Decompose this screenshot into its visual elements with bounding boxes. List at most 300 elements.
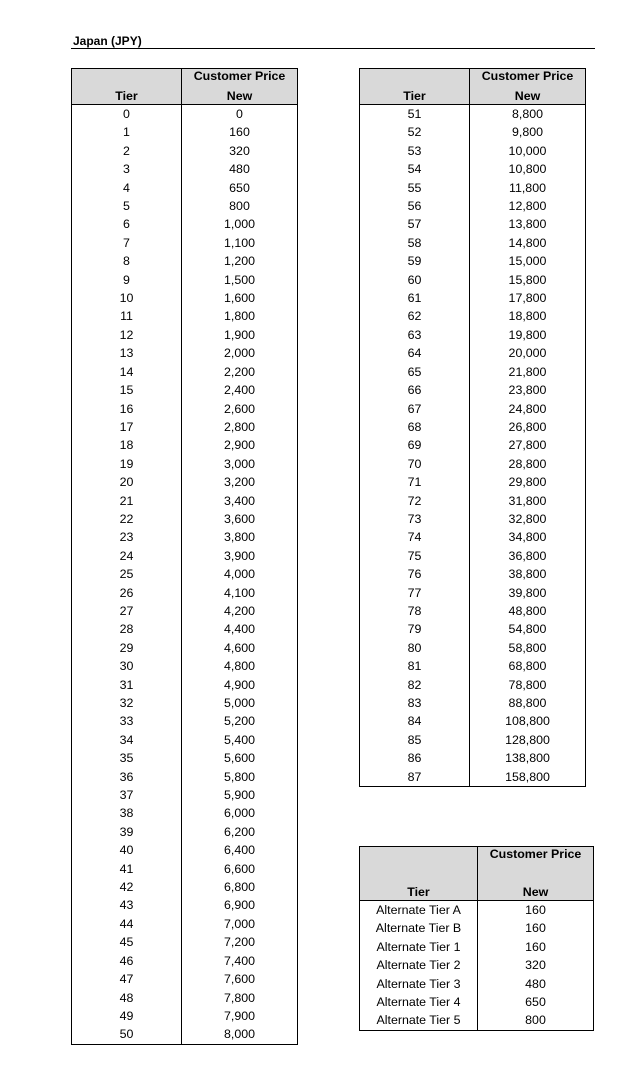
table-row xyxy=(72,326,298,344)
tier-cell: 19 xyxy=(72,455,182,473)
tier-cell: 21 xyxy=(72,492,182,510)
table-row xyxy=(72,528,298,546)
price-cell: 9,800 xyxy=(470,123,586,141)
price-cell: 2,200 xyxy=(182,363,298,381)
tier-cell: 43 xyxy=(72,896,182,914)
tier-cell: 51 xyxy=(360,105,470,124)
price-cell: 0 xyxy=(182,105,298,124)
table-row xyxy=(360,326,586,344)
price-cell: 8,800 xyxy=(470,105,586,124)
price-cell: 5,800 xyxy=(182,768,298,786)
price-cell: 78,800 xyxy=(470,676,586,694)
tier-cell: 39 xyxy=(72,823,182,841)
table-row xyxy=(72,749,298,767)
table-row xyxy=(72,197,298,215)
table-row xyxy=(360,455,586,473)
price-cell: 6,900 xyxy=(182,896,298,914)
header-tier: Tier xyxy=(360,87,470,105)
tier-cell: 9 xyxy=(72,271,182,289)
table-row xyxy=(360,492,586,510)
table-row xyxy=(72,768,298,786)
tier-cell: 31 xyxy=(72,676,182,694)
price-cell: 4,400 xyxy=(182,620,298,638)
table-row xyxy=(360,234,586,252)
tier-cell: 62 xyxy=(360,307,470,325)
tier-cell: 87 xyxy=(360,768,470,787)
table-row xyxy=(72,344,298,362)
header-cell-blank xyxy=(360,847,478,884)
table-row xyxy=(360,547,586,565)
price-cell: 6,800 xyxy=(182,878,298,896)
tier-cell: 45 xyxy=(72,933,182,951)
price-cell: 4,600 xyxy=(182,639,298,657)
tier-cell: 40 xyxy=(72,841,182,859)
alternate-tier-table xyxy=(359,846,594,1031)
price-cell: 6,200 xyxy=(182,823,298,841)
tier-cell: 8 xyxy=(72,252,182,270)
price-cell: 39,800 xyxy=(470,584,586,602)
price-cell: 1,100 xyxy=(182,234,298,252)
tier-cell: 25 xyxy=(72,565,182,583)
price-cell: 3,400 xyxy=(182,492,298,510)
price-cell: 5,600 xyxy=(182,749,298,767)
tier-cell: 32 xyxy=(72,694,182,712)
tier-cell: 66 xyxy=(360,381,470,399)
tier-cell: 80 xyxy=(360,639,470,657)
table-row xyxy=(72,620,298,638)
table-row xyxy=(72,400,298,418)
table-row xyxy=(72,639,298,657)
table-row xyxy=(72,363,298,381)
price-cell: 800 xyxy=(182,197,298,215)
tier-cell: 59 xyxy=(360,252,470,270)
price-cell: 3,800 xyxy=(182,528,298,546)
price-cell: 28,800 xyxy=(470,455,586,473)
tier-cell: 63 xyxy=(360,326,470,344)
table-row xyxy=(72,712,298,730)
tier-cell: 44 xyxy=(72,915,182,933)
tier-cell: 12 xyxy=(72,326,182,344)
table-row xyxy=(72,731,298,749)
price-cell: 34,800 xyxy=(470,528,586,546)
table-row xyxy=(72,1007,298,1025)
tier-cell: 7 xyxy=(72,234,182,252)
tier-cell: 71 xyxy=(360,473,470,491)
price-cell: 15,000 xyxy=(470,252,586,270)
price-cell: 19,800 xyxy=(470,326,586,344)
table-row xyxy=(72,436,298,454)
price-cell: 36,800 xyxy=(470,547,586,565)
price-cell: 11,800 xyxy=(470,179,586,197)
table-row xyxy=(72,473,298,491)
price-cell: 2,600 xyxy=(182,400,298,418)
tier-cell: 27 xyxy=(72,602,182,620)
tier-cell: 23 xyxy=(72,528,182,546)
table-row xyxy=(72,1025,298,1044)
table-row xyxy=(360,400,586,418)
tier-cell: 86 xyxy=(360,749,470,767)
table-row xyxy=(360,510,586,528)
table-row xyxy=(360,179,586,197)
tier-cell: 41 xyxy=(72,860,182,878)
table-row xyxy=(72,381,298,399)
price-cell: 38,800 xyxy=(470,565,586,583)
price-cell: 7,000 xyxy=(182,915,298,933)
header-cell-blank xyxy=(72,69,182,88)
tier-cell: 57 xyxy=(360,215,470,233)
price-cell: 108,800 xyxy=(470,712,586,730)
table-row xyxy=(72,989,298,1007)
price-cell: 27,800 xyxy=(470,436,586,454)
header-new: New xyxy=(478,883,594,901)
tier-cell: 33 xyxy=(72,712,182,730)
table-row xyxy=(360,657,586,675)
tier-cell: 81 xyxy=(360,657,470,675)
table-row xyxy=(360,418,586,436)
tier-cell: 54 xyxy=(360,160,470,178)
table-row xyxy=(72,584,298,602)
price-cell: 10,000 xyxy=(470,142,586,160)
tier-cell: 78 xyxy=(360,602,470,620)
price-cell: 68,800 xyxy=(470,657,586,675)
price-cell: 17,800 xyxy=(470,289,586,307)
price-cell: 480 xyxy=(478,975,594,993)
price-cell: 20,000 xyxy=(470,344,586,362)
price-cell: 5,400 xyxy=(182,731,298,749)
table-row xyxy=(72,896,298,914)
table-row xyxy=(72,952,298,970)
header-customer-price: Customer Price xyxy=(470,69,586,88)
header-tier: Tier xyxy=(360,883,478,901)
tier-cell: 46 xyxy=(72,952,182,970)
price-cell: 26,800 xyxy=(470,418,586,436)
tier-cell: 29 xyxy=(72,639,182,657)
table-row xyxy=(360,123,586,141)
tier-cell: Alternate Tier 2 xyxy=(360,956,478,974)
header-new: New xyxy=(182,87,298,105)
tier-cell: 37 xyxy=(72,786,182,804)
price-cell: 7,900 xyxy=(182,1007,298,1025)
tier-cell: Alternate Tier 3 xyxy=(360,975,478,993)
table-row xyxy=(360,142,586,160)
table-row xyxy=(360,620,586,638)
price-cell: 58,800 xyxy=(470,639,586,657)
price-cell: 160 xyxy=(478,901,594,920)
tier-cell: 67 xyxy=(360,400,470,418)
table-row xyxy=(72,676,298,694)
price-cell: 160 xyxy=(478,919,594,937)
price-cell: 1,000 xyxy=(182,215,298,233)
table-row xyxy=(360,528,586,546)
tier-cell: 83 xyxy=(360,694,470,712)
price-table-right xyxy=(359,68,586,787)
tier-cell: 49 xyxy=(72,1007,182,1025)
price-cell: 1,200 xyxy=(182,252,298,270)
price-cell: 3,200 xyxy=(182,473,298,491)
table-row xyxy=(360,712,586,730)
tier-cell: 20 xyxy=(72,473,182,491)
price-cell: 160 xyxy=(478,938,594,956)
table-row xyxy=(360,215,586,233)
tier-cell: 14 xyxy=(72,363,182,381)
table-row xyxy=(72,841,298,859)
tier-cell: 2 xyxy=(72,142,182,160)
tier-cell: 15 xyxy=(72,381,182,399)
tier-cell: 34 xyxy=(72,731,182,749)
table-row xyxy=(360,197,586,215)
table-row xyxy=(360,694,586,712)
table-row xyxy=(360,749,586,767)
table-row xyxy=(360,381,586,399)
table-row xyxy=(72,492,298,510)
tier-cell: 82 xyxy=(360,676,470,694)
price-cell: 31,800 xyxy=(470,492,586,510)
price-cell: 5,000 xyxy=(182,694,298,712)
price-cell: 6,000 xyxy=(182,804,298,822)
table-row xyxy=(360,307,586,325)
price-cell: 3,600 xyxy=(182,510,298,528)
table-row xyxy=(72,860,298,878)
tier-cell: 77 xyxy=(360,584,470,602)
tier-cell: 10 xyxy=(72,289,182,307)
table-row xyxy=(72,234,298,252)
price-cell: 3,900 xyxy=(182,547,298,565)
table-row xyxy=(360,731,586,749)
table-row xyxy=(72,565,298,583)
table-row xyxy=(360,975,594,993)
tier-cell: 24 xyxy=(72,547,182,565)
tier-cell: 30 xyxy=(72,657,182,675)
price-cell: 5,200 xyxy=(182,712,298,730)
table-row xyxy=(360,105,586,124)
table-row xyxy=(360,901,594,920)
page-title: Japan (JPY) xyxy=(73,34,142,48)
price-cell: 4,100 xyxy=(182,584,298,602)
price-cell: 1,900 xyxy=(182,326,298,344)
price-cell: 32,800 xyxy=(470,510,586,528)
price-cell: 4,000 xyxy=(182,565,298,583)
price-cell: 88,800 xyxy=(470,694,586,712)
price-cell: 18,800 xyxy=(470,307,586,325)
table-row xyxy=(360,252,586,270)
price-cell: 7,800 xyxy=(182,989,298,1007)
price-cell: 4,800 xyxy=(182,657,298,675)
table-row xyxy=(72,142,298,160)
price-cell: 800 xyxy=(478,1011,594,1030)
table-row xyxy=(72,878,298,896)
price-cell: 48,800 xyxy=(470,602,586,620)
tier-cell: 65 xyxy=(360,363,470,381)
header-customer-price: Customer Price xyxy=(182,69,298,88)
price-cell: 2,800 xyxy=(182,418,298,436)
price-cell: 1,800 xyxy=(182,307,298,325)
table-row xyxy=(360,993,594,1011)
header-cell-blank xyxy=(360,69,470,88)
price-cell: 1,500 xyxy=(182,271,298,289)
table-row xyxy=(72,160,298,178)
table-row xyxy=(72,252,298,270)
tier-cell: 13 xyxy=(72,344,182,362)
table-row xyxy=(360,584,586,602)
tier-cell: 17 xyxy=(72,418,182,436)
tier-cell: 52 xyxy=(360,123,470,141)
price-cell: 2,000 xyxy=(182,344,298,362)
price-cell: 320 xyxy=(478,956,594,974)
table-row xyxy=(360,768,586,787)
tier-cell: 48 xyxy=(72,989,182,1007)
tier-cell: 76 xyxy=(360,565,470,583)
table-row xyxy=(360,565,586,583)
price-cell: 2,900 xyxy=(182,436,298,454)
tier-cell: 75 xyxy=(360,547,470,565)
price-cell: 14,800 xyxy=(470,234,586,252)
tier-cell: 70 xyxy=(360,455,470,473)
price-cell: 13,800 xyxy=(470,215,586,233)
price-cell: 480 xyxy=(182,160,298,178)
tier-cell: Alternate Tier B xyxy=(360,919,478,937)
price-cell: 650 xyxy=(182,179,298,197)
tier-cell: 85 xyxy=(360,731,470,749)
tier-cell: 36 xyxy=(72,768,182,786)
table-row xyxy=(360,289,586,307)
header-tier: Tier xyxy=(72,87,182,105)
table-row xyxy=(360,344,586,362)
table-row xyxy=(360,1011,594,1030)
table-row xyxy=(72,547,298,565)
price-cell: 7,400 xyxy=(182,952,298,970)
price-cell: 21,800 xyxy=(470,363,586,381)
table-row xyxy=(72,694,298,712)
table-row xyxy=(360,473,586,491)
table-row xyxy=(72,289,298,307)
price-cell: 5,900 xyxy=(182,786,298,804)
price-cell: 7,600 xyxy=(182,970,298,988)
tier-cell: 11 xyxy=(72,307,182,325)
table-row xyxy=(360,363,586,381)
price-cell: 3,000 xyxy=(182,455,298,473)
table-row xyxy=(72,455,298,473)
table-row xyxy=(72,823,298,841)
tier-cell: Alternate Tier 5 xyxy=(360,1011,478,1030)
table-row xyxy=(72,933,298,951)
price-cell: 1,600 xyxy=(182,289,298,307)
tier-cell: 38 xyxy=(72,804,182,822)
table-row xyxy=(72,804,298,822)
table-row xyxy=(72,123,298,141)
price-cell: 24,800 xyxy=(470,400,586,418)
header-customer-price: Customer Price xyxy=(478,847,594,884)
price-cell: 10,800 xyxy=(470,160,586,178)
table-row xyxy=(72,271,298,289)
header-new: New xyxy=(470,87,586,105)
price-cell: 2,400 xyxy=(182,381,298,399)
price-cell: 6,600 xyxy=(182,860,298,878)
table-row xyxy=(360,436,586,454)
price-cell: 54,800 xyxy=(470,620,586,638)
table-row xyxy=(72,215,298,233)
tier-cell: 18 xyxy=(72,436,182,454)
price-cell: 320 xyxy=(182,142,298,160)
table-row xyxy=(360,956,594,974)
tier-cell: 58 xyxy=(360,234,470,252)
tier-cell: Alternate Tier 4 xyxy=(360,993,478,1011)
tier-cell: 53 xyxy=(360,142,470,160)
table-row xyxy=(72,105,298,124)
price-cell: 160 xyxy=(182,123,298,141)
tier-cell: 0 xyxy=(72,105,182,124)
tier-cell: 26 xyxy=(72,584,182,602)
price-cell: 8,000 xyxy=(182,1025,298,1044)
price-cell: 138,800 xyxy=(470,749,586,767)
tier-cell: 68 xyxy=(360,418,470,436)
table-row xyxy=(72,179,298,197)
table-row xyxy=(72,602,298,620)
price-cell: 128,800 xyxy=(470,731,586,749)
tier-cell: 4 xyxy=(72,179,182,197)
tier-cell: 5 xyxy=(72,197,182,215)
tier-cell: 72 xyxy=(360,492,470,510)
table-row xyxy=(360,919,594,937)
price-cell: 12,800 xyxy=(470,197,586,215)
tier-cell: 1 xyxy=(72,123,182,141)
table-row xyxy=(360,938,594,956)
tier-cell: 73 xyxy=(360,510,470,528)
table-row xyxy=(360,271,586,289)
tier-cell: 64 xyxy=(360,344,470,362)
price-cell: 4,200 xyxy=(182,602,298,620)
table-row xyxy=(360,602,586,620)
tier-cell: 69 xyxy=(360,436,470,454)
table-row xyxy=(72,786,298,804)
table-row xyxy=(360,160,586,178)
tier-cell: 60 xyxy=(360,271,470,289)
tier-cell: 50 xyxy=(72,1025,182,1044)
tier-cell: 22 xyxy=(72,510,182,528)
price-cell: 7,200 xyxy=(182,933,298,951)
table-row xyxy=(72,418,298,436)
tier-cell: 42 xyxy=(72,878,182,896)
price-cell: 29,800 xyxy=(470,473,586,491)
tier-cell: 61 xyxy=(360,289,470,307)
price-cell: 6,400 xyxy=(182,841,298,859)
price-cell: 158,800 xyxy=(470,768,586,787)
table-row xyxy=(72,307,298,325)
table-row xyxy=(72,510,298,528)
tier-cell: 28 xyxy=(72,620,182,638)
tier-cell: 47 xyxy=(72,970,182,988)
price-cell: 15,800 xyxy=(470,271,586,289)
table-row xyxy=(360,676,586,694)
tier-cell: 56 xyxy=(360,197,470,215)
price-table-left xyxy=(71,68,298,1045)
tier-cell: 84 xyxy=(360,712,470,730)
tier-cell: 16 xyxy=(72,400,182,418)
price-cell: 650 xyxy=(478,993,594,1011)
title-underline xyxy=(71,48,595,49)
table-row xyxy=(72,657,298,675)
tier-cell: Alternate Tier 1 xyxy=(360,938,478,956)
tier-cell: 3 xyxy=(72,160,182,178)
price-cell: 23,800 xyxy=(470,381,586,399)
price-cell: 4,900 xyxy=(182,676,298,694)
table-row xyxy=(360,639,586,657)
tier-cell: 74 xyxy=(360,528,470,546)
tier-cell: 79 xyxy=(360,620,470,638)
tier-cell: 6 xyxy=(72,215,182,233)
table-row xyxy=(72,970,298,988)
table-row xyxy=(72,915,298,933)
tier-cell: Alternate Tier A xyxy=(360,901,478,920)
